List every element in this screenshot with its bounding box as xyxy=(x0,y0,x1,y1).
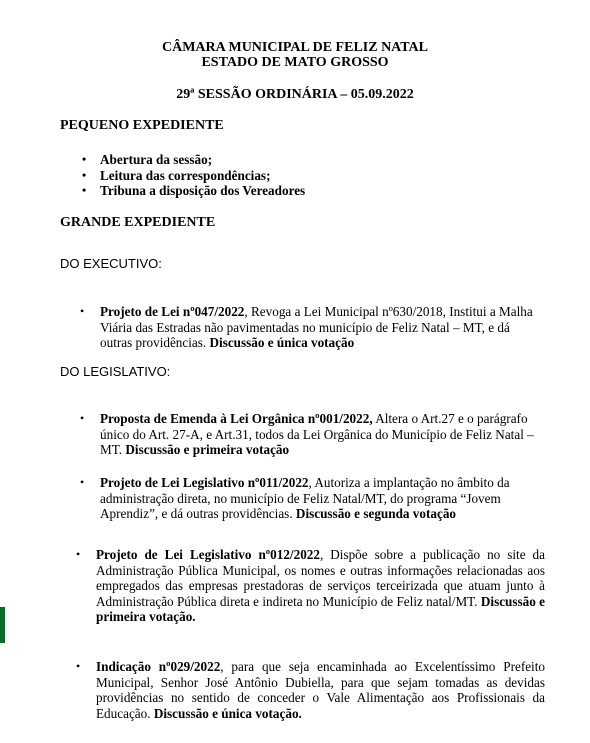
bullet-icon: • xyxy=(76,547,81,561)
legislativo-item: • Projeto de Lei Legislativo nº012/2022, Dispõe sobre a publicação no site da Administração Pública Municipal, os nomes e outras informações relacionadas aos empregados das empresas prestadoras de serviços terceirizada que atuam junto à Administração Pública direta e indireta no Município de Feliz natal/MT. Discussão e primeira votação. xyxy=(76,547,546,624)
grande-expediente-title: GRANDE EXPEDIENTE xyxy=(60,215,216,230)
executivo-title: DO EXECUTIVO: xyxy=(60,256,162,271)
legislativo-item: • Projeto de Lei Legislativo nº011/2022, Autoriza a implantação no âmbito da administração direta, no município de Feliz Natal/MT, do programa “Jovem Aprendiz”, e dá outras providências. Discussão e segunda votação xyxy=(80,475,510,521)
bullet-icon: • xyxy=(82,152,87,166)
list-item: • Abertura da sessão; xyxy=(82,152,213,167)
pequeno-expediente-title: PEQUENO EXPEDIENTE xyxy=(60,118,224,133)
pequeno-expediente-list xyxy=(82,152,540,199)
list-item: • Leitura das correspondências; xyxy=(82,167,271,183)
bullet-icon: • xyxy=(82,183,87,197)
page-edge-marker xyxy=(0,607,5,643)
legislativo-item: • Proposta de Emenda à Lei Orgânica nº001/2022, Altera o Art.27 e o parágrafo único do Art. 27-A, e Art.31, todos da Lei Orgânica do Município de Feliz Natal – MT. Discussão e primeira votação xyxy=(80,411,534,457)
executivo-item: • Projeto de Lei nº047/2022, Revoga a Lei Municipal nº630/2018, Institui a Malha Viária das Estradas não pavimentadas no município de Feliz Natal – MT, e dá outras providências. Discussão e única votação xyxy=(80,304,533,350)
session-title: 29ª SESSÃO ORDINÁRIA – 05.09.2022 xyxy=(176,87,414,102)
bullet-icon: • xyxy=(80,475,85,489)
bullet-icon: • xyxy=(82,167,87,182)
bullet-icon: • xyxy=(80,304,85,318)
header-line-1: CÂMARA MUNICIPAL DE FELIZ NATAL xyxy=(161,40,428,55)
list-item: • Tribuna a disposição dos Vereadores xyxy=(82,183,306,198)
legislativo-title: DO LEGISLATIVO: xyxy=(60,364,171,379)
header-line-2: ESTADO DE MATO GROSSO xyxy=(201,55,389,70)
bullet-icon: • xyxy=(80,411,85,425)
legislativo-item: • Indicação nº029/2022, para que seja encaminhada ao Excelentíssimo Prefeito Municipal, Senhor José Antônio Dubiella, para que sejam tomadas as devidas providências no sentido de conceder o Vale Alimentação aos Profissionais da Educação. Discussão e única votação. xyxy=(76,659,545,721)
bullet-icon: • xyxy=(76,659,81,673)
